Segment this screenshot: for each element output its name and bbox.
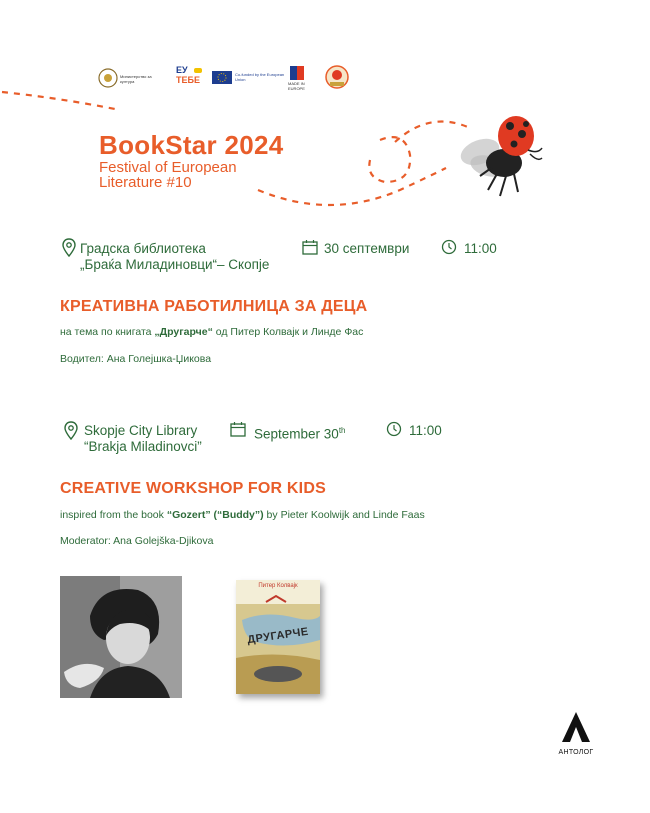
made-in-europe-text: MADE IN EUROPE — [288, 81, 305, 91]
mk-time: 11:00 — [464, 241, 497, 256]
publisher-name: АНТОЛОГ — [558, 749, 594, 756]
made-in-europe-icon — [290, 66, 304, 80]
page-subtitle: Festival of European Literature #10 — [99, 159, 237, 191]
location-pin-icon — [64, 421, 78, 441]
mk-date: 30 септември — [324, 241, 410, 256]
mk-location: Градска библиотека „Браќа Миладиновци“– Скопје — [80, 241, 270, 272]
page-title: BookStar 2024 — [99, 130, 284, 160]
calendar-icon — [302, 239, 318, 255]
antolog-logo-icon — [556, 710, 596, 744]
en-date: September 30th — [254, 426, 346, 442]
en-heading: CREATIVE WORKSHOP FOR KIDS — [60, 480, 326, 497]
eu-flag-icon — [212, 71, 232, 84]
en-topic: inspired from the book “Gozert” (“Buddy”) by Pieter Koolwijk and Linde Faas — [60, 509, 425, 521]
clock-icon — [386, 421, 402, 437]
mk-moderator: Водител: Ана Голејшка-Џикова — [60, 353, 212, 365]
en-time: 11:00 — [409, 423, 442, 438]
publisher-logo — [556, 710, 596, 756]
mk-heading: КРЕАТИВНА РАБОТИЛНИЦА ЗА ДЕЦА — [60, 298, 368, 315]
festival-emblem-icon — [324, 64, 350, 92]
book-cover-image: Питер Колвајк ДРУГАРЧЕ — [236, 580, 320, 694]
en-moderator: Moderator: Ana Golejška-Djikova — [60, 535, 214, 547]
calendar-icon — [230, 421, 246, 437]
en-location: Skopje City Library “Brakja Miladinovci” — [84, 423, 202, 454]
clock-icon — [441, 239, 457, 255]
eu-za-tebe-logo: ЕУ ТЕБЕ — [176, 66, 204, 88]
eu-cofunded-text: Co-funded by the European Union — [235, 72, 285, 82]
ladybug-icon — [458, 108, 548, 203]
coat-of-arms-icon — [98, 68, 118, 88]
ministry-logo-text: Министерство за културa — [120, 74, 152, 84]
sponsor-logos — [98, 64, 358, 94]
location-pin-icon — [62, 238, 76, 258]
mk-topic: на тема по книгата „Другарче“ од Питер Колвајк и Линде Фас — [60, 326, 364, 338]
moderator-portrait — [60, 576, 182, 698]
